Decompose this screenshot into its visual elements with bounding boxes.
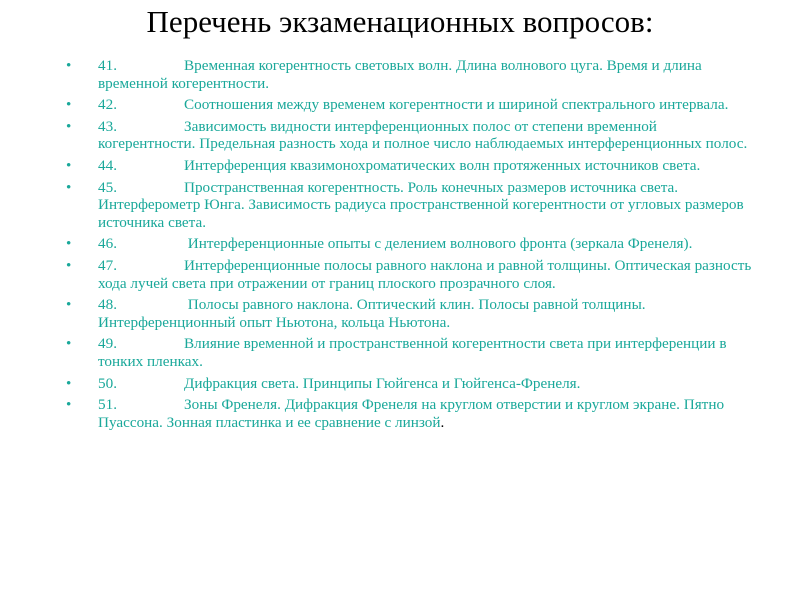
- question-number: 49.: [98, 335, 117, 353]
- list-item: [66, 257, 756, 292]
- list-item: [66, 157, 756, 175]
- question-text: Интерференционные полосы равного наклона и равной толщины. Оптическая разность хода лучей света при отражении от границ плоского прозрачного слоя.: [98, 256, 752, 292]
- bullet-icon: •: [66, 296, 72, 314]
- question-text: Соотношения между временем когерентности и шириной спектрального интервала.: [184, 96, 729, 114]
- list-item: [66, 335, 756, 370]
- bullet-icon: •: [66, 235, 72, 253]
- question-text: Зависимость видности интерференционных полос от степени временной когерентности. Предельная разность хода и полное число наблюдаемых интерференционных полос.: [98, 117, 748, 153]
- question-text: Временная когерентность световых волн. Длина волнового цуга. Время и длина временной когерентности.: [98, 57, 702, 92]
- list-item: [66, 96, 756, 114]
- bullet-icon: •: [66, 117, 72, 135]
- question-number: 48.: [98, 296, 117, 314]
- bullet-icon: •: [66, 57, 72, 74]
- question-number: 50.: [98, 374, 117, 392]
- bullet-icon: •: [66, 156, 72, 174]
- list-item: [66, 296, 756, 331]
- list-item: [66, 57, 756, 92]
- bullet-icon: •: [66, 374, 72, 392]
- question-text: Дифракция света. Принципы Гюйгенса и Гюйгенса-Френеля.: [184, 374, 581, 392]
- question-number: 51.: [98, 396, 117, 414]
- question-text: Влияние временной и пространственной когерентности света при интерференции в тонких пленках.: [98, 335, 727, 370]
- slide-title: Перечень экзаменационных вопросов:: [146, 4, 654, 39]
- question-text: Зоны Френеля. Дифракция Френеля на круглом отверстии и круглом экране. Пятно Пуассона. Зонная пластинка и ее сравнение с линзой: [98, 396, 725, 431]
- question-number: 45.: [98, 178, 117, 196]
- bullet-icon: •: [66, 178, 72, 196]
- bullet-icon: •: [66, 335, 72, 353]
- question-number: 43.: [98, 117, 117, 135]
- list-item: [66, 179, 756, 232]
- question-text: Пространственная когерентность. Роль конечных размеров источника света. Интерферометр Юнга. Зависимость радиуса пространственной когерентности от угловых размеров источника света.: [98, 178, 744, 231]
- list-item: [66, 396, 756, 431]
- list-item: [66, 118, 756, 153]
- list-item: [66, 235, 756, 253]
- question-number: 41.: [98, 57, 117, 74]
- final-period: .: [440, 413, 445, 431]
- question-text: Полосы равного наклона. Оптический клин. Полосы равной толщины. Интерференционный опыт Ньютона, кольца Ньютона.: [98, 296, 646, 331]
- question-text: Интерференционные опыты с делением волнового фронта (зеркала Френеля).: [184, 235, 693, 253]
- list-item: [66, 375, 756, 393]
- bullet-icon: •: [66, 396, 72, 414]
- question-text: Интерференция квазимонохроматических волн протяженных источников света.: [184, 156, 701, 174]
- question-number: 42.: [98, 96, 117, 114]
- bullet-icon: •: [66, 256, 72, 274]
- bullet-icon: •: [66, 96, 72, 114]
- question-number: 47.: [98, 256, 117, 274]
- question-number: 46.: [98, 235, 117, 253]
- question-number: 44.: [98, 156, 117, 174]
- exam-questions-list: [66, 57, 756, 435]
